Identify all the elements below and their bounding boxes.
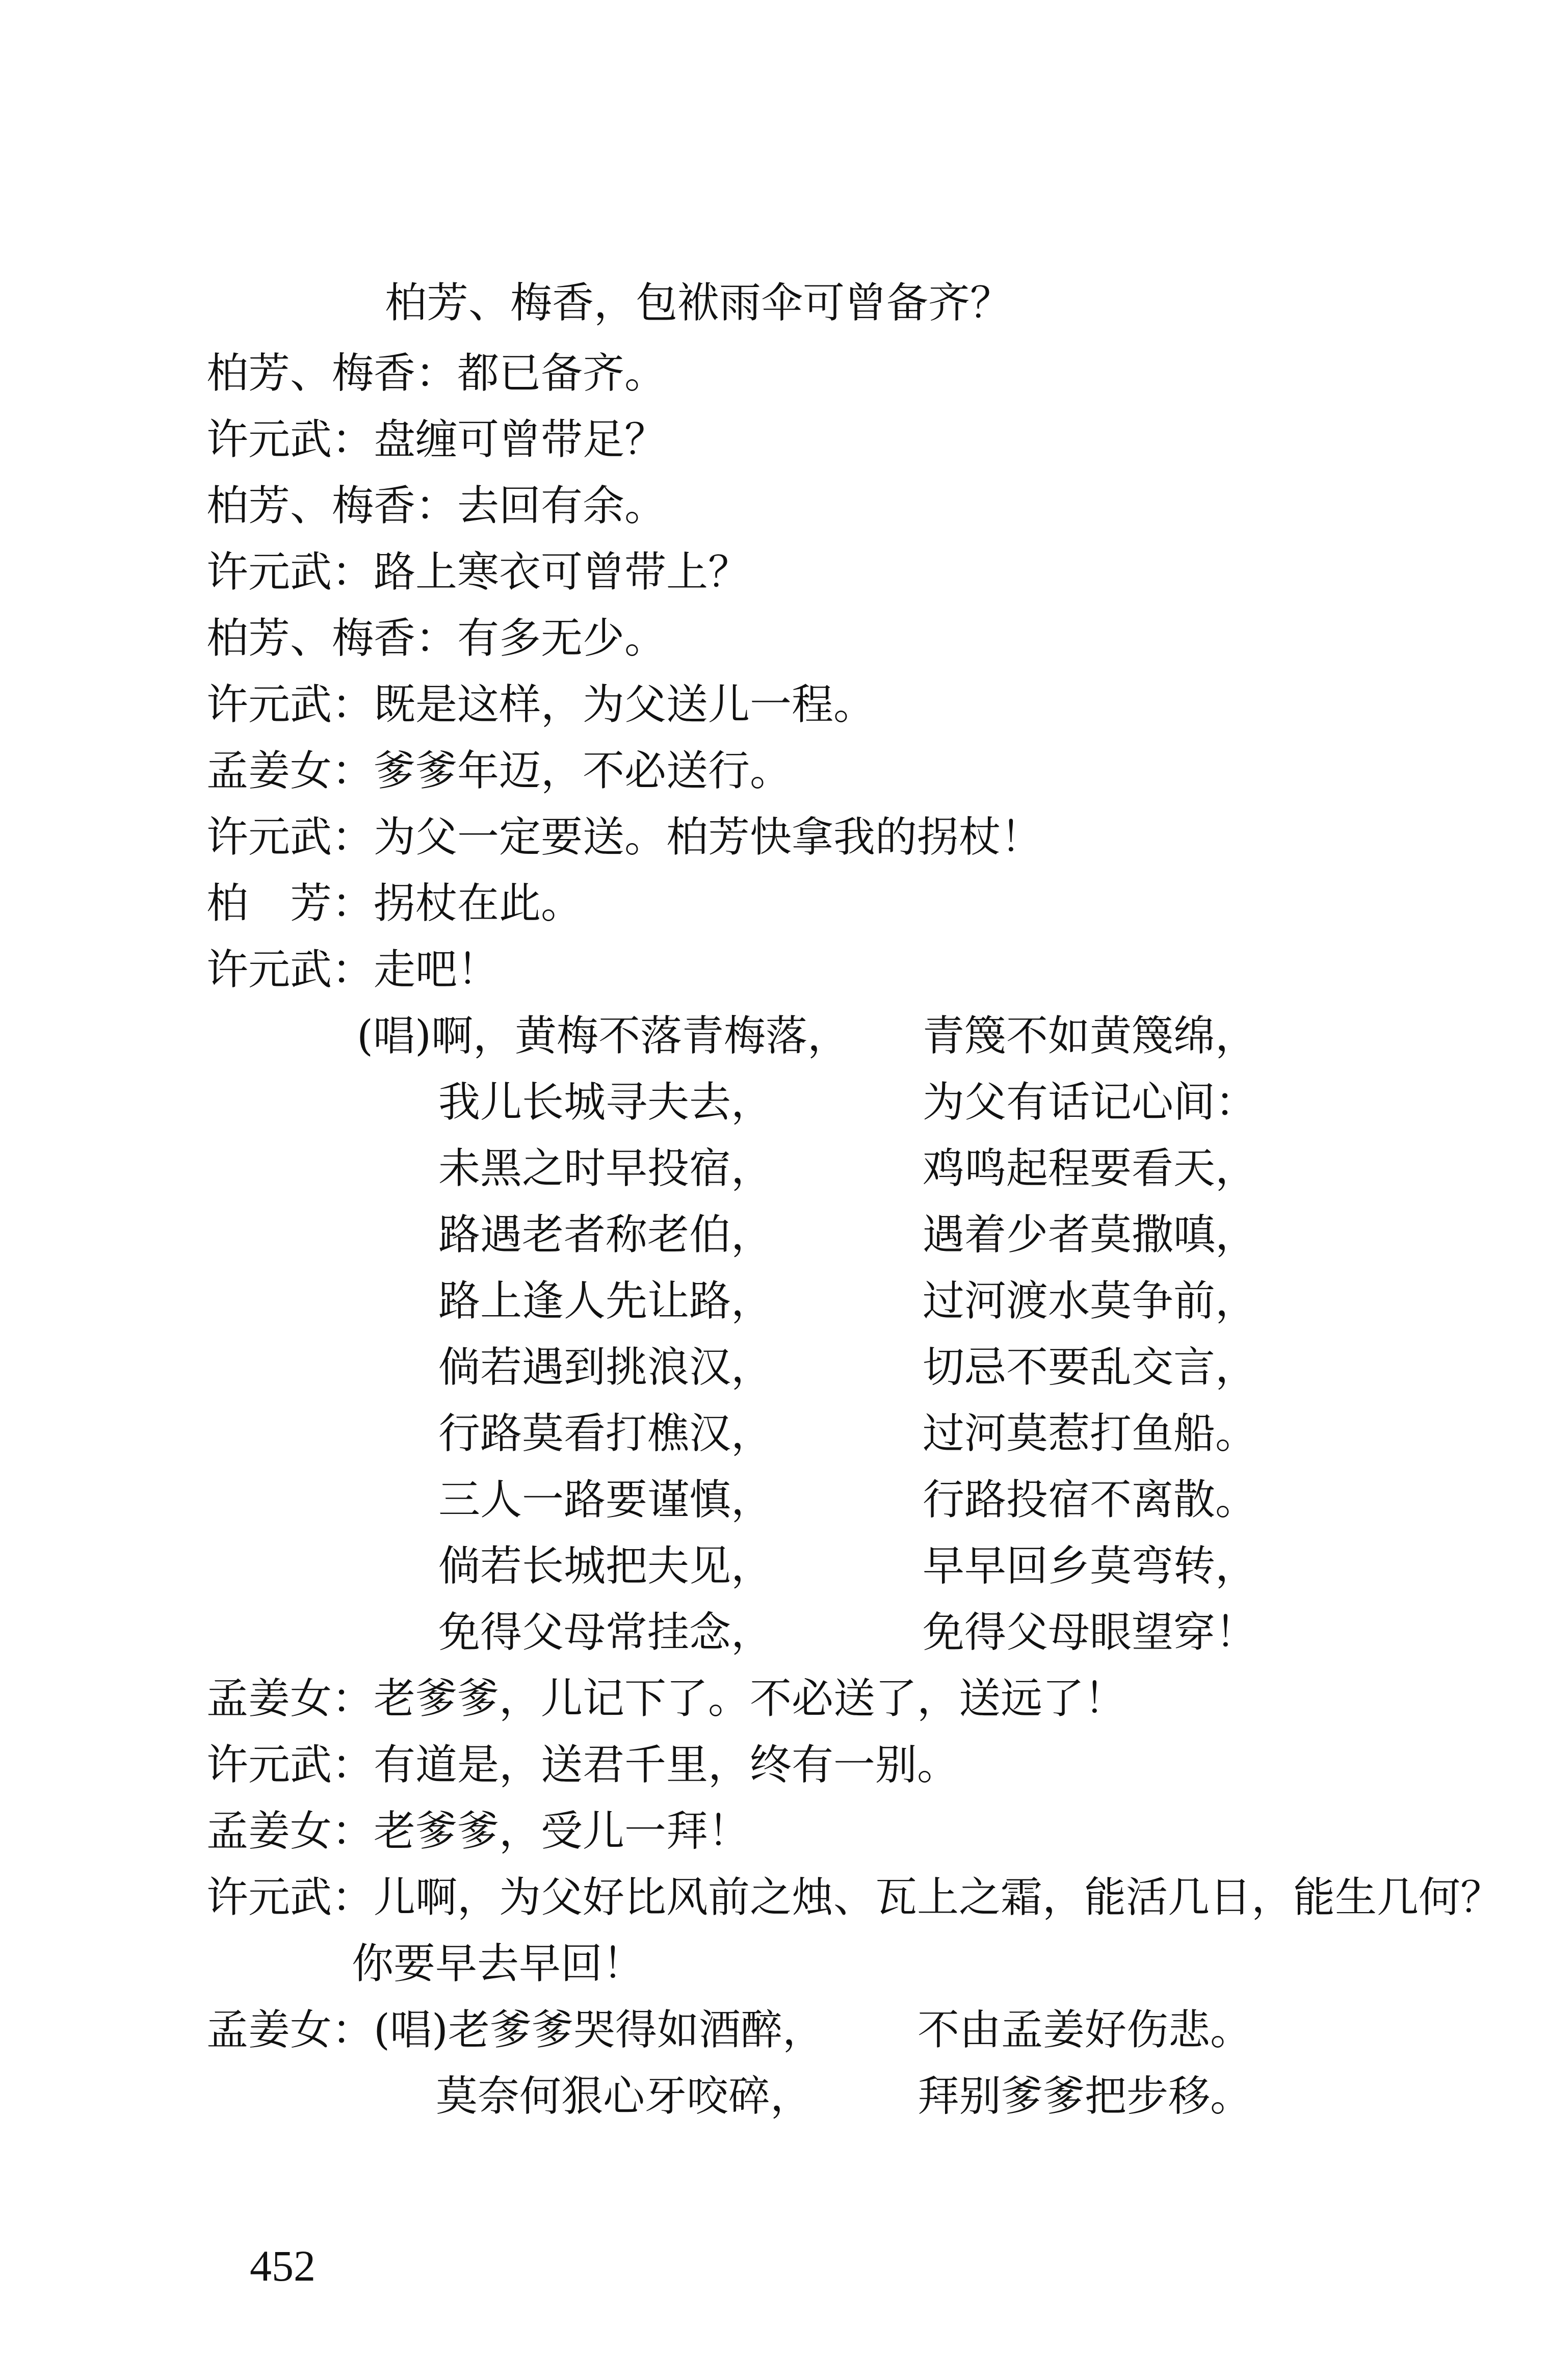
verse-line: 早早回乡莫弯转， (923, 1542, 1257, 1590)
text-line: 孟姜女：(唱)老爹爹哭得如酒醉， (206, 2006, 824, 2054)
verse-line: 行路投宿不离散。 (923, 1476, 1257, 1524)
text-line: 许元武：走吧！ (206, 946, 500, 994)
text-line: 柏芳、梅香：去回有余。 (206, 482, 667, 530)
text-line: 柏芳、梅香，包袱雨伞可曾备齐？ (385, 279, 1012, 327)
verse-line: 过河莫惹打鱼船。 (923, 1409, 1257, 1458)
text-line: 许元武：儿啊，为父好比风前之烛、瓦上之霜，能活几日，能生几何？ (206, 1873, 1503, 1922)
verse-line: 遇着少者莫撒嗔， (923, 1211, 1257, 1259)
verse-line: 拜别爹爹把步移。 (918, 2072, 1252, 2121)
verse-line: 不由孟姜好伤悲。 (918, 2006, 1252, 2054)
verse-line: 免得父母常挂念， (438, 1608, 773, 1657)
text-line: 你要早去早回！ (352, 1940, 645, 1988)
verse-line: 切忌不要乱交言， (923, 1343, 1257, 1392)
verse-line: 为父有话记心间： (923, 1078, 1257, 1127)
verse-line: 过河渡水莫争前， (923, 1277, 1257, 1325)
verse-line: 三人一路要谨慎， (438, 1476, 773, 1524)
text-line: 许元武：有道是，送君千里，终有一别。 (206, 1741, 959, 1789)
text-line: 孟姜女：老爹爹，受儿一拜！ (206, 1807, 750, 1855)
verse-line: 青篾不如黄篾绵， (923, 1012, 1257, 1060)
verse-line: 莫奈何狠心牙咬碎， (436, 2072, 813, 2121)
verse-line: 倘若遇到挑浪汉， (438, 1343, 773, 1392)
page-number: 452 (250, 2241, 316, 2290)
text-line: 许元武：为父一定要送。柏芳快拿我的拐杖！ (206, 813, 1043, 861)
verse-line: 我儿长城寻夫去， (438, 1078, 773, 1127)
text-line: 柏芳、梅香：都已备齐。 (206, 349, 667, 398)
verse-line: 鸡鸣起程要看天， (923, 1144, 1257, 1193)
verse-line: 未黑之时早投宿， (438, 1144, 773, 1193)
text-line: 孟姜女：爹爹年迈，不必送行。 (206, 747, 792, 795)
verse-line: 路上逢人先让路， (438, 1277, 773, 1325)
verse-line: 倘若长城把夫见， (438, 1542, 773, 1590)
text-line: 柏芳、梅香：有多无少。 (206, 614, 667, 663)
text-line: 许元武：既是这样，为父送儿一程。 (206, 681, 876, 729)
text-line: 许元武：路上寒衣可曾带上？ (206, 548, 750, 596)
verse-line: 行路莫看打樵汉， (438, 1409, 773, 1458)
verse-line: 路遇老者称老伯， (438, 1211, 773, 1259)
text-line: 许元武：盘缠可曾带足？ (206, 415, 667, 464)
verse-line: (唱)啊，黄梅不落青梅落， (357, 1012, 849, 1060)
verse-line: 免得父母眼望穿！ (923, 1608, 1257, 1657)
text-line: 孟姜女：老爹爹，儿记下了。不必送了，送远了！ (206, 1675, 1126, 1723)
text-line: 柏 芳：拐杖在此。 (206, 879, 583, 928)
